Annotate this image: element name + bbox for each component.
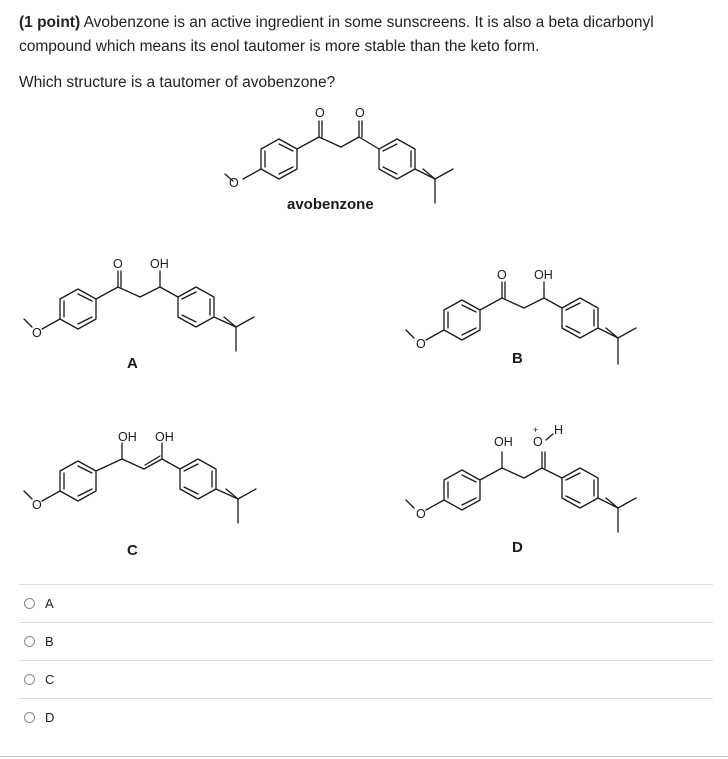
structure-label-b: B [512,350,523,367]
atom-label: O [229,176,239,190]
structure-label-c: C [127,542,138,559]
atom-label: O [416,507,426,521]
option-d[interactable] [19,698,713,736]
plus-charge: + [533,425,539,435]
atom-label: OH [155,430,174,444]
point-value: (1 point) [19,14,81,31]
question-prompt: Which structure is a tautomer of avobenzone? [19,74,336,91]
atom-label: H [554,423,564,437]
radio-button[interactable] [24,674,35,685]
atom-label: O [113,257,123,271]
atom-label: OH [494,435,513,449]
option-a[interactable] [19,584,713,622]
radio-button[interactable] [24,712,35,723]
bottom-divider [0,756,728,757]
atom-label: O [315,106,325,120]
structure-label-d: D [512,539,523,556]
option-label: C [45,672,55,687]
structure-label-a: A [127,355,138,372]
option-b[interactable] [19,622,713,660]
answer-options [19,584,713,736]
atom-label: O [32,326,42,340]
atom-label: OH [534,268,553,282]
option-c[interactable] [19,660,713,698]
structure-caption: avobenzone [287,196,374,213]
atom-label: O [533,435,543,449]
radio-button[interactable] [24,636,35,647]
atom-label: O [32,498,42,512]
option-label: D [45,710,55,725]
question-body: Avobenzone is an active ingredient in some sunscreens. It is also a beta dicarbonyl compound which means its enol tautomer is more stable than the keto form. [19,14,654,55]
atom-label: O [416,337,426,351]
radio-button[interactable] [24,598,35,609]
atom-label: OH [118,430,137,444]
option-label: B [45,634,54,649]
atom-label: O [497,268,507,282]
atom-label: O [355,106,365,120]
atom-label: OH [150,257,169,271]
option-label: A [45,596,54,611]
